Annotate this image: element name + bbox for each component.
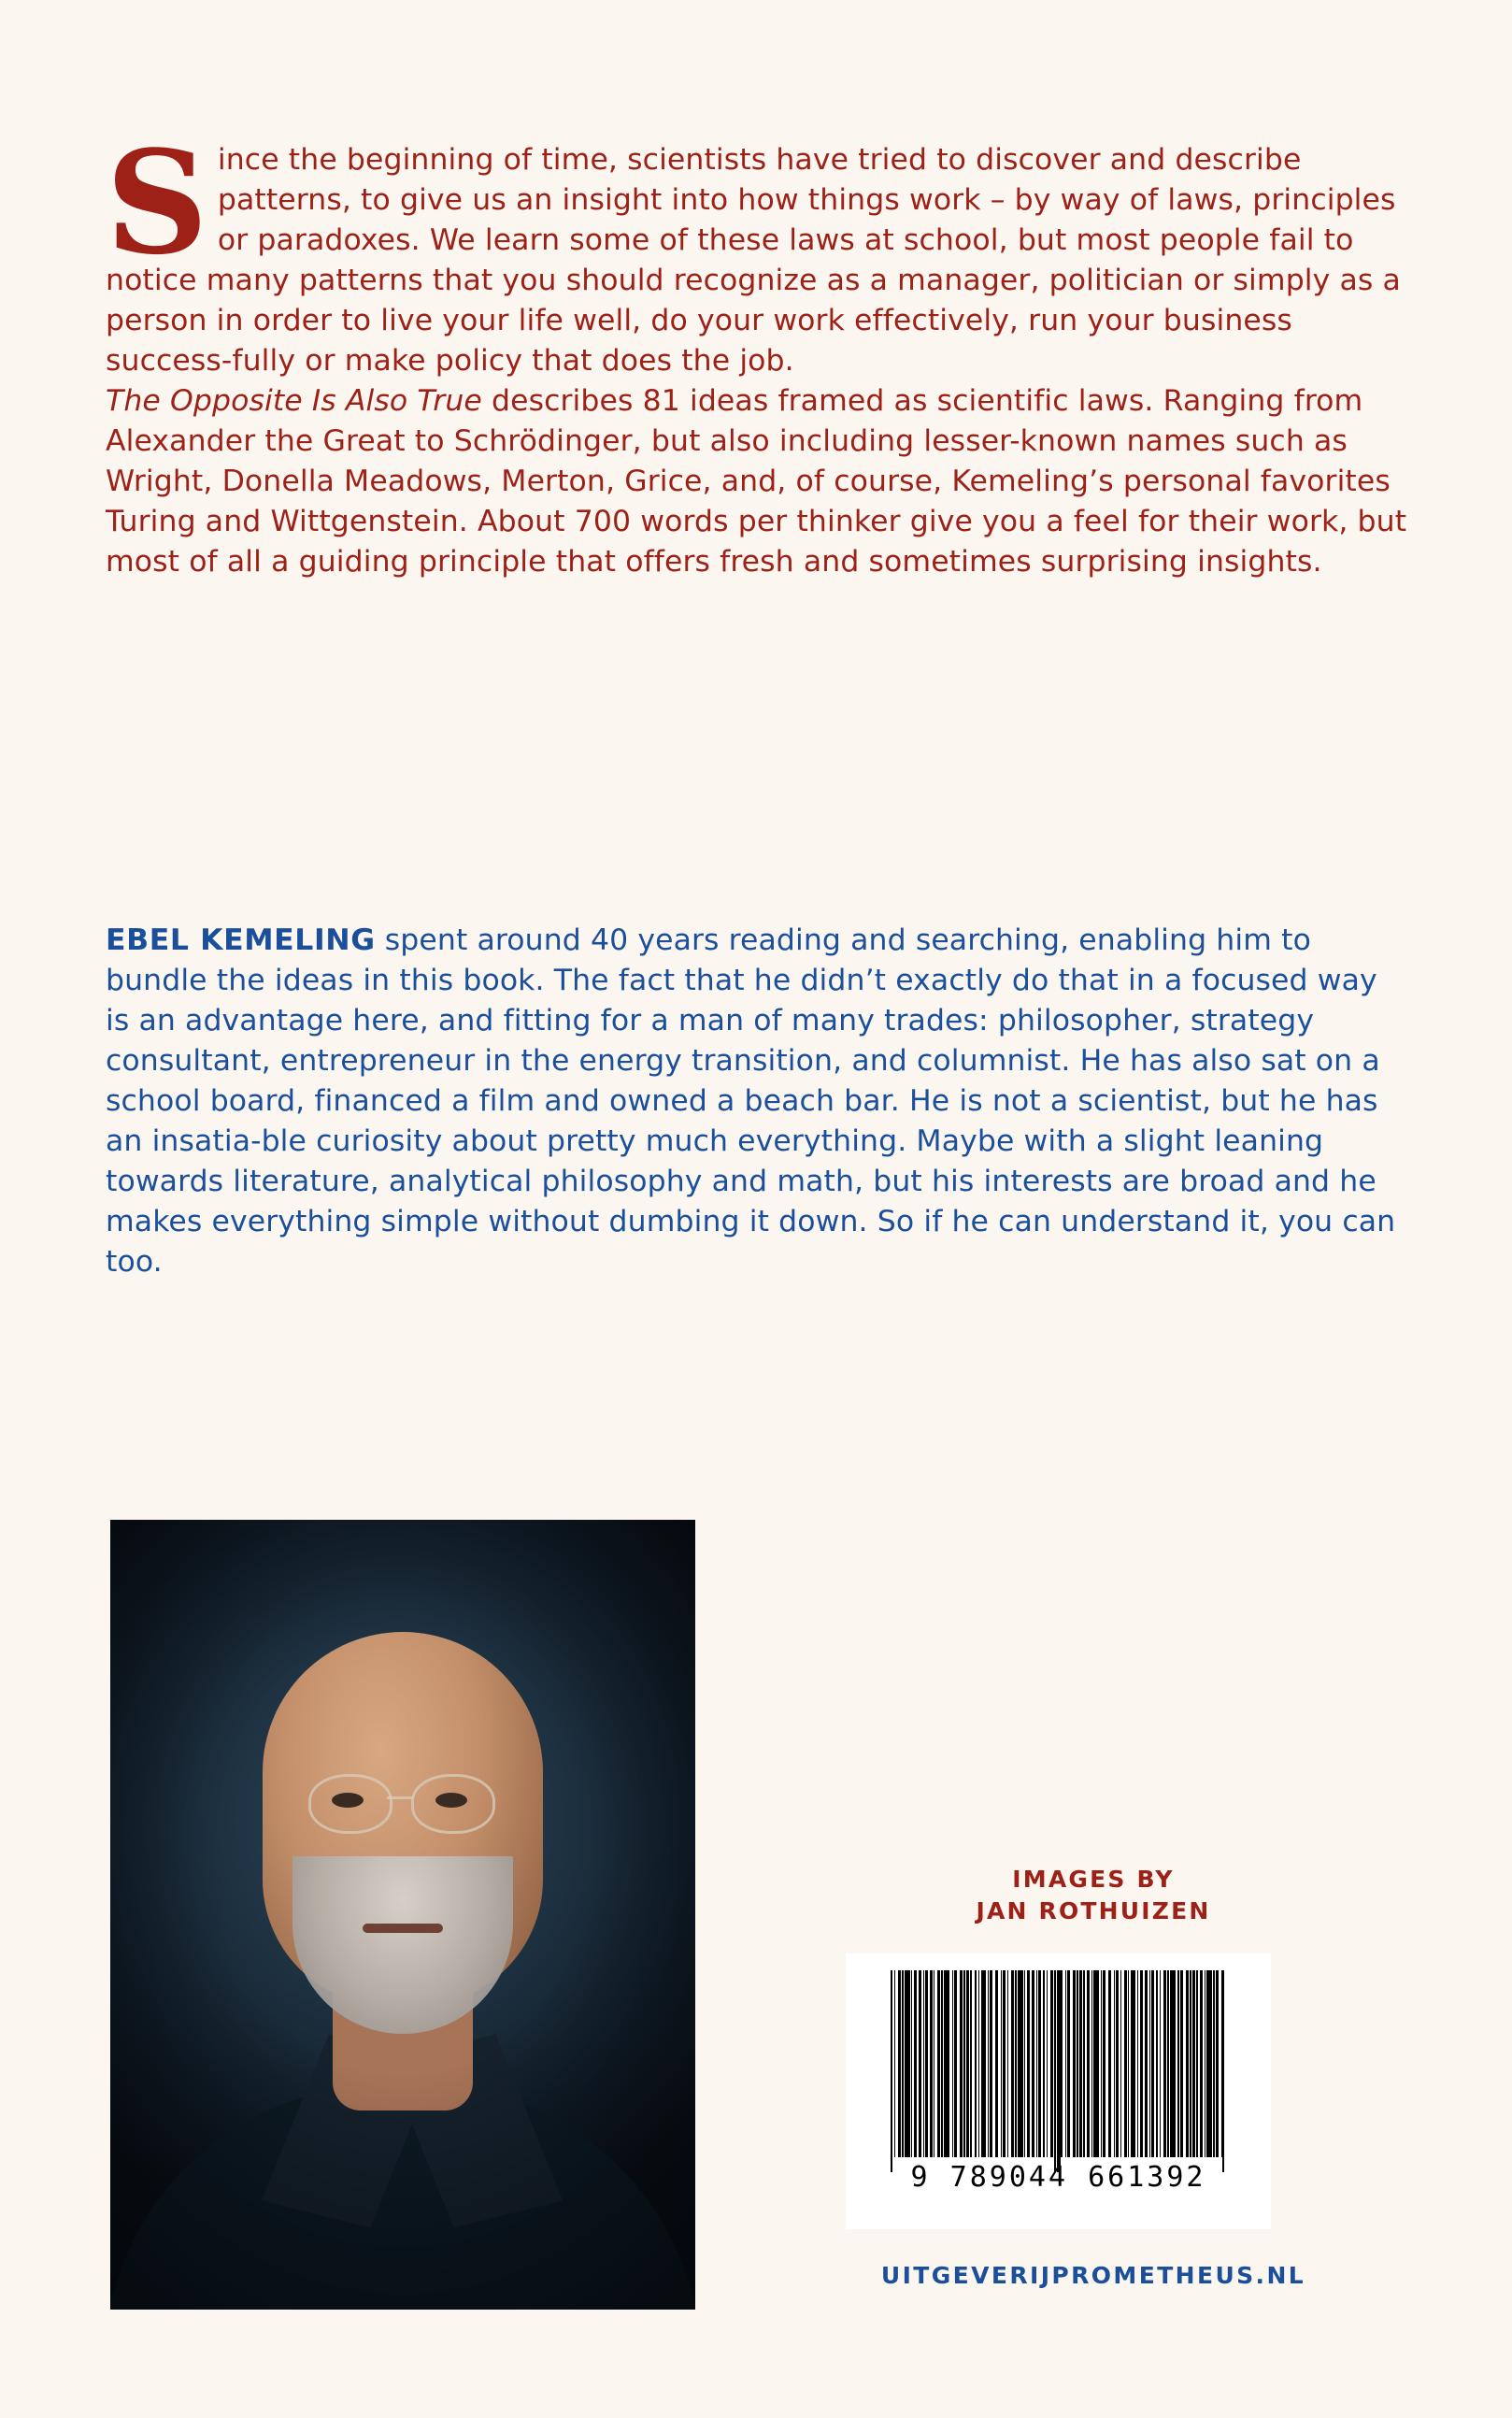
blurb-body-2: describes 81 ideas framed as scientific laws. Ranging from Alexander the Great to Schrödinger, but also including lesser-known names such as Wright, Donella Meadows, Merton, Grice, and, of course, Kemeling’s personal favorites Turing and Wittgenstein. About 700 words per thinker give you a feel for their work, but most of all a guiding principle that offers fresh and sometimes surprising insights. bbox=[106, 383, 1407, 579]
blurb-section bbox=[106, 119, 1414, 582]
portrait-vignette bbox=[110, 1520, 695, 2310]
blurb-paragraph-2 bbox=[106, 381, 1414, 582]
book-title: The Opposite Is Also True bbox=[106, 383, 482, 418]
barcode-bars bbox=[891, 1970, 1227, 2157]
image-credit bbox=[841, 1864, 1346, 1927]
barcode-number: 9 789044 661392 bbox=[910, 2161, 1206, 2194]
author-bio-body: spent around 40 years reading and searching, enabling him to bundle the ideas in this book. The fact that he didn’t exactly do that in a focused way is an advantage here, and fitting for a man of many trades: philosopher, strategy consultant, entrepreneur in the energy transition, and columnist. He has also sat on a school board, financed a film and owned a beach bar. He is not a scientist, but he has an insatia-ble curiosity about pretty much everything. Maybe with a slight leaning towards literature, analytical philosophy and math, but his interests are broad and he makes everything simple without dumbing it down. So if he can understand it, you can too. bbox=[106, 923, 1396, 1279]
blurb-paragraph-1 bbox=[106, 119, 1414, 381]
author-photo bbox=[110, 1520, 695, 2310]
publisher-url[interactable]: UITGEVERIJPROMETHEUS.NL bbox=[880, 2262, 1306, 2289]
blurb-body-1: ince the beginning of time, scientists have tried to discover and describe patterns, to give us an insight into how things work – by way of laws, principles or paradoxes. We learn some of these laws at school, but most people fail to notice many patterns that you should recognize as a manager, politician or simply as a person in order to live your life well, do your work effectively, run your business success-fully or make policy that does the job. bbox=[106, 143, 1401, 378]
author-name: EBEL KEMELING bbox=[106, 923, 376, 957]
author-bio-section bbox=[106, 921, 1409, 1282]
author-bio-paragraph bbox=[106, 921, 1409, 1282]
drop-cap-letter: S bbox=[106, 119, 208, 286]
image-credit-line-1: IMAGES BY bbox=[1012, 1866, 1175, 1893]
image-credit-line-2: JAN ROTHUIZEN bbox=[976, 1896, 1211, 1924]
barcode bbox=[846, 1953, 1271, 2229]
